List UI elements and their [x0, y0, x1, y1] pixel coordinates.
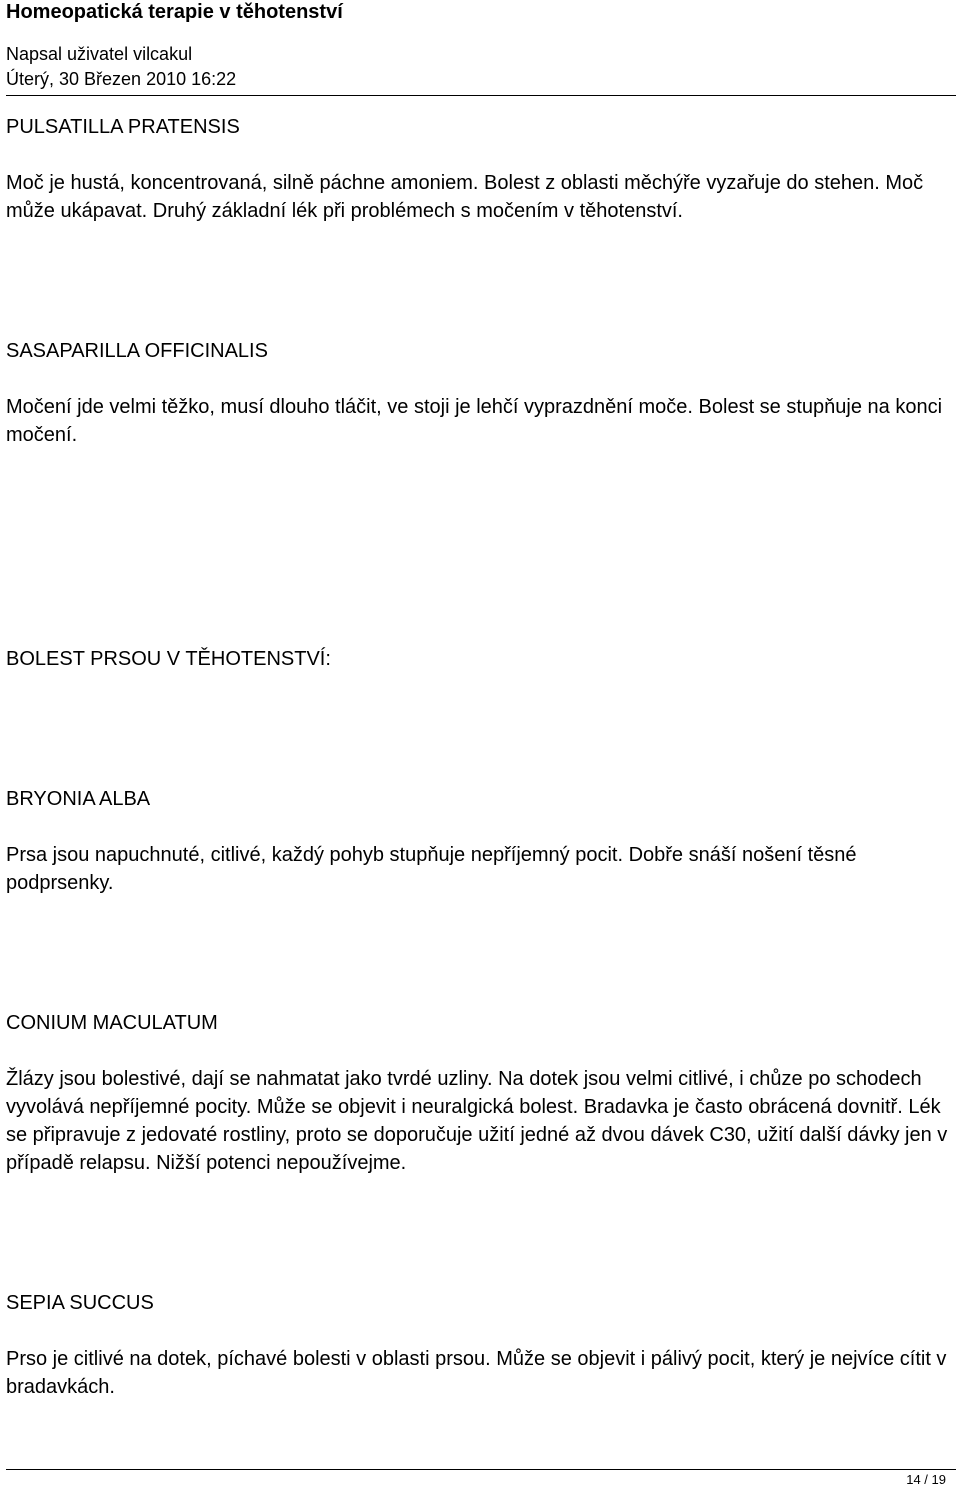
- section-heading-sasaparilla: SASAPARILLA OFFICINALIS: [6, 340, 268, 362]
- page-number: 14 / 19: [906, 1472, 946, 1487]
- author-line: Napsal uživatel vilcakul: [6, 44, 193, 64]
- header-divider: [6, 95, 956, 96]
- section-heading-sepia: SEPIA SUCCUS: [6, 1292, 154, 1314]
- section-text-sepia: Prso je citlivé na dotek, píchavé bolesti v oblasti prsou. Může se objevit i pálivý pocit, který je nejvíce cítit v bradavkách.: [6, 1348, 947, 1398]
- section-text-bryonia: Prsa jsou napuchnuté, citlivé, každý pohyb stupňuje nepříjemný pocit. Dobře snáší nošení těsné podprsenky.: [6, 844, 857, 894]
- section-heading-conium: CONIUM MACULATUM: [6, 1012, 218, 1034]
- footer-divider: [6, 1469, 956, 1470]
- section-heading-pulsatilla: PULSATILLA PRATENSIS: [6, 116, 240, 138]
- section-text-conium: Žlázy jsou bolestivé, dají se nahmatat jako tvrdé uzliny. Na dotek jsou velmi citlivé, i chůze po schodech vyvolává nepříjemné pocity. Může se objevit i neuralgická bolest. Bradavka je často obrácená dovnitř. Lék se připravuje z jedovaté rostliny, proto se doporučuje užití jedné až dvou dávek C30, užití další dávky jen v případě relapsu. Nižší potenci nepoužívejme.: [6, 1068, 948, 1174]
- section-text-sasaparilla: Močení jde velmi těžko, musí dlouho tláčit, ve stoji je lehčí vyprazdnění moče. Bolest se stupňuje na konci močení.: [6, 396, 943, 446]
- section-heading-bolest-prsou: BOLEST PRSOU V TĚHOTENSTVÍ:: [6, 648, 331, 670]
- date-line: Úterý, 30 Březen 2010 16:22: [6, 69, 237, 89]
- section-heading-bryonia: BRYONIA ALBA: [6, 788, 151, 810]
- section-text-pulsatilla: Moč je hustá, koncentrovaná, silně páchne amoniem. Bolest z oblasti měchýře vyzařuje do stehen. Moč může ukápavat. Druhý základní lék při problémech s močením v těhotenství.: [6, 172, 924, 222]
- page-title: Homeopatická terapie v těhotenství: [6, 1, 343, 23]
